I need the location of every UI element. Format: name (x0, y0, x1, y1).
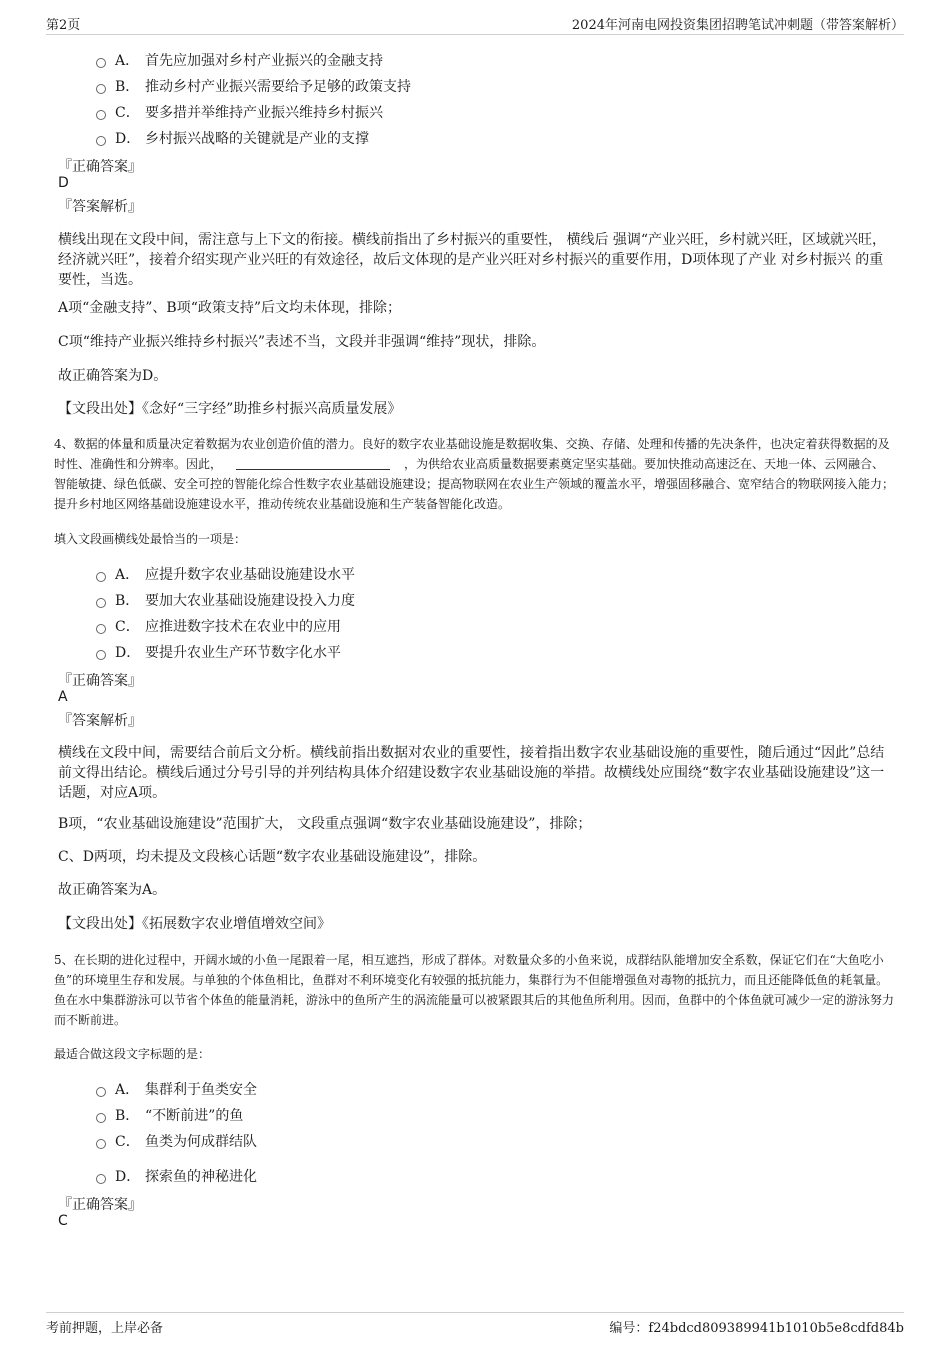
q5-text: 5、在长期的进化过程中，开阔水域的小鱼一尾跟着一尾，相互遮挡，形成了群体。对数量众多的小鱼来说，成群结队能增加安全系数，保证它们在“大鱼吃小鱼”的环境里生存和发展。与单独的个体鱼相比，鱼群对不利环境变化有较强的抵抗能力，集群行为不但能增强鱼对毒物的抵抗力，而且还能降低鱼的耗氧量。鱼在水中集群游泳可以节省个体鱼的能量消耗，游泳中的鱼所产生的涡流能量可以被紧跟其后的其他鱼所利用。因而，鱼群中的个体鱼就可减少一定的游泳努力而不断前进。 (54, 953, 895, 1027)
q3-option-b[interactable]: B． 推动乡村产业振兴需要给予足够的政策支持 (96, 76, 411, 96)
q3-option-d[interactable]: D． 乡村振兴战略的关键就是产业的支撑 (96, 128, 369, 148)
q3-answer-label: 『正确答案』 (58, 159, 142, 175)
footer-slogan: 考前押题，上岸必备 (46, 1321, 164, 1336)
fill-blank (236, 456, 390, 470)
q4-option-d[interactable]: D． 要提升农业生产环节数字化水平 (96, 642, 341, 662)
document-title: 2024年河南电网投资集团招聘笔试冲刺题（带答案解析） (571, 18, 904, 33)
q4-option-b[interactable]: B． 要加大农业基础设施建设投入力度 (96, 590, 355, 610)
q5-prompt: 最适合做这段文字标题的是： (54, 1047, 211, 1061)
q4-source: 【文段出处】《拓展数字农业增值增效空间》 (58, 916, 331, 932)
q4-analysis-label: 『答案解析』 (58, 713, 142, 729)
q4-answer-label: 『正确答案』 (58, 673, 142, 689)
radio-icon[interactable] (96, 1087, 106, 1097)
radio-icon[interactable] (96, 624, 106, 634)
q4-analysis-3: C、D两项，均未提及文段核心话题“数字农业基础设施建设”，排除。 (58, 849, 487, 865)
q5-answer-label: 『正确答案』 (58, 1197, 142, 1213)
q4-option-c[interactable]: C． 应推进数字技术在农业中的应用 (96, 616, 341, 636)
q5-option-a[interactable]: A． 集群利于鱼类安全 (96, 1079, 257, 1099)
page-footer (46, 1312, 904, 1337)
q4-answer: A (58, 689, 68, 705)
radio-icon[interactable] (96, 598, 106, 608)
document-id: 编号：f24bdcd809389941b1010b5e8cdfd84b (609, 1321, 904, 1336)
q3-analysis-4: 故正确答案为D。 (58, 368, 168, 384)
q4-option-a[interactable]: A． 应提升数字农业基础设施建设水平 (96, 564, 355, 584)
q5-option-d[interactable]: D． 探索鱼的神秘进化 (96, 1166, 257, 1186)
q5-answer: C (58, 1213, 68, 1229)
q4-prompt: 填入文段画横线处最恰当的一项是： (54, 532, 247, 546)
q4-text: 4、数据的体量和质量决定着数据为农业创造价值的潜力。良好的数字农业基础设施是数据收集、交换、存储、处理和传播的先决条件，也决定着获得数据的及时性、准确性和分辨率。因此， ，为供给农业高质量数据要素奠定坚实基础。要加快推动高速泛在、天地一体、云网融合、智能敏捷、绿色低碳、安全可控的智能化综合性数字农业基础设施建设；提高物联网在农业生产领域的覆盖水平，增强固移融合、宽窄结合的物联网接入能力；提升乡村地区网络基础设施建设水平，推动传统农业基础设施和生产装备智能化改造。 (54, 437, 895, 511)
q3-answer: D (58, 175, 69, 191)
q4-analysis-1: 横线在文段中间，需要结合前后文分析。横线前指出数据对农业的重要性，接着指出数字农业基础设施的重要性，随后通过“因此”总结前文得出结论。横线后通过分号引导的并列结构具体介绍建设数字农业基础设施的举措。故横线处应围绕“数字农业基础设施建设”这一话题，对应A项。 (58, 745, 885, 801)
radio-icon[interactable] (96, 110, 106, 120)
radio-icon[interactable] (96, 1113, 106, 1123)
q3-analysis-1: 横线出现在文段中间，需注意与上下文的衔接。横线前指出了乡村振兴的重要性， 横线后 强调“产业兴旺，乡村就兴旺，区域就兴旺，经济就兴旺”，接着介绍实现产业兴旺的有效途径，故后文体现的是产业兴旺对乡村振兴的重要作用，D项体现了产业 对乡村振兴 的重要性，当选。 (58, 232, 887, 288)
q3-option-a[interactable]: A． 首先应加强对乡村产业振兴的金融支持 (96, 50, 383, 70)
q4-analysis-2: B项，“农业基础设施建设”范围扩大， 文段重点强调“数字农业基础设施建设”，排除； (58, 816, 592, 832)
radio-icon[interactable] (96, 84, 106, 94)
q5-option-c[interactable]: C． 鱼类为何成群结队 (96, 1131, 257, 1151)
radio-icon[interactable] (96, 58, 106, 68)
radio-icon[interactable] (96, 1139, 106, 1149)
radio-icon[interactable] (96, 1174, 106, 1184)
q3-analysis-3: C项“维持产业振兴维持乡村振兴”表述不当，文段并非强调“维持”现状，排除。 (58, 334, 546, 350)
page-number: 第2页 (46, 18, 81, 33)
radio-icon[interactable] (96, 650, 106, 660)
q3-analysis-2: A项“金融支持”、B项“政策支持”后文均未体现，排除； (58, 300, 402, 316)
q3-option-c[interactable]: C． 要多措并举维持产业振兴维持乡村振兴 (96, 102, 383, 122)
q4-analysis-4: 故正确答案为A。 (58, 882, 167, 898)
radio-icon[interactable] (96, 572, 106, 582)
q3-analysis-label: 『答案解析』 (58, 199, 142, 215)
q3-source: 【文段出处】《念好“三字经”助推乡村振兴高质量发展》 (58, 401, 402, 417)
page-header (46, 14, 904, 35)
radio-icon[interactable] (96, 136, 106, 146)
q5-option-b[interactable]: B． “不断前进”的鱼 (96, 1105, 243, 1125)
